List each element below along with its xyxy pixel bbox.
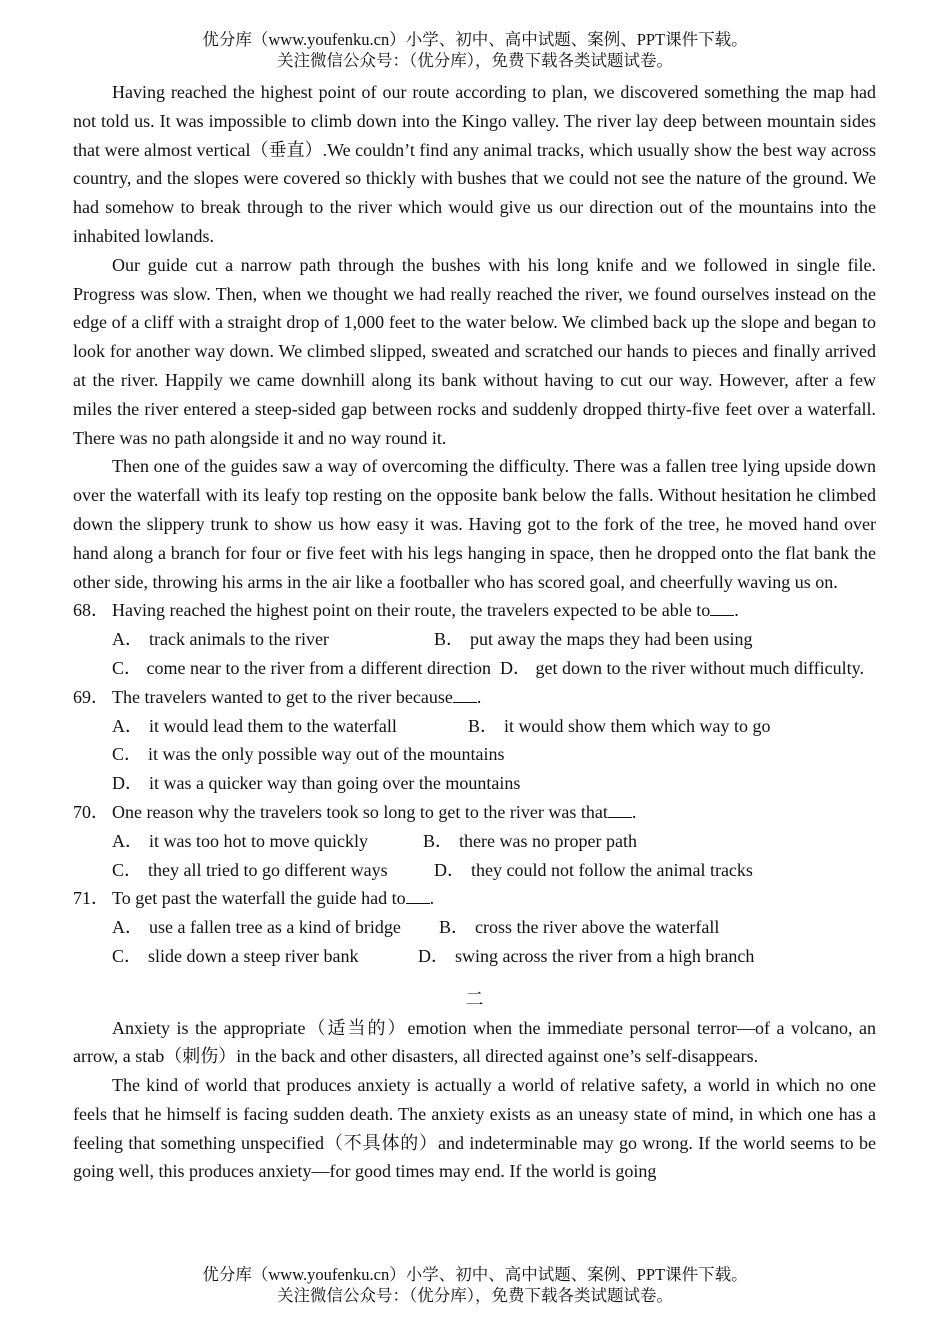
question-stem bbox=[112, 884, 434, 913]
option-c bbox=[112, 740, 504, 769]
option-d bbox=[434, 856, 753, 885]
question-number: 71． bbox=[73, 888, 109, 909]
option-text: cross the river above the waterfall bbox=[475, 917, 720, 938]
option-label: A． bbox=[112, 715, 143, 736]
option-label: B． bbox=[468, 715, 499, 736]
option-a bbox=[112, 913, 439, 942]
option-label: C． bbox=[112, 744, 143, 765]
footer-line-1: 优分库（www.youfenku.cn）小学、初中、高中试题、案例、PPT课件下载。 bbox=[202, 1265, 748, 1284]
option-label: B． bbox=[434, 629, 465, 650]
question-stem-text: The travelers wanted to get to the river because bbox=[112, 686, 453, 707]
passage1-paragraph: Having reached the highest point of our route according to plan, we discovered something the map had not told us. It was impossible to climb down into the Kingo valley. The river lay deep between mountain sides that were almost vertical（垂直）.We couldn’t find any animal tracks, which usually show the best way across country, and the slopes were covered so thickly with bushes that we could not see the nature of the ground. We had somehow to break through to the river which would give us our direction out of the mountains into the inhabited lowlands. bbox=[73, 82, 876, 246]
document-body bbox=[73, 78, 876, 1186]
option-text: it would lead them to the waterfall bbox=[149, 715, 397, 736]
passage2-paragraph: Anxiety is the appropriate（适当的）emotion when the immediate personal terror—of a volcano, an arrow, a stab（刺伤）in the back and other disasters, all directed against one’s self-disappears. bbox=[73, 1017, 876, 1067]
passage2-paragraph: The kind of world that produces anxiety is actually a world of relative safety, a world in which no one feels that he himself is facing sudden death. The anxiety exists as an uneasy state of mind, in which one has a feeling that something unspecified（不具体的）and indeterminable may go wrong. If the world seems to be going well, this produces anxiety—for good times may end. If the world is going bbox=[73, 1075, 876, 1182]
footer-line-2: 关注微信公众号：（优分库），免费下载各类试题试卷。 bbox=[277, 1286, 673, 1305]
option-label: B． bbox=[439, 917, 470, 938]
option-text: slide down a steep river bank bbox=[148, 945, 359, 966]
passage1-paragraph: Our guide cut a narrow path through the bushes with his long knife and we followed in single file. Progress was slow. Then, when we thought we had really reached the river, we found ourselves instead on the edge of a cliff with a straight drop of 1,000 feet to the water below. We climbed back up the slope and began to look for another way down. We climbed slipped, sweated and scratched our hands to pieces and finally arrived at the river. Happily we came downhill along its bank without having to cut our way. However, after a few miles the river entered a steep-sided gap between rocks and suddenly dropped thirty-five feet over a waterfall. There was no path alongside it and no way round it. bbox=[73, 254, 876, 448]
option-a bbox=[112, 712, 468, 741]
option-c: come near to the river from a different direction bbox=[146, 657, 492, 678]
option-label: A． bbox=[112, 629, 143, 650]
option-label: C． bbox=[112, 859, 143, 880]
question-number: 69． bbox=[73, 686, 109, 707]
question-stem-text: Having reached the highest point on their route, the travelers expected to be able to bbox=[112, 600, 711, 621]
options-row bbox=[112, 740, 876, 769]
option-a bbox=[112, 827, 423, 856]
option-b bbox=[423, 827, 637, 856]
question-stem-text: To get past the waterfall the guide had to bbox=[112, 888, 406, 909]
option-c bbox=[112, 942, 418, 971]
option-label: B． bbox=[423, 830, 454, 851]
option-label: A． bbox=[112, 917, 143, 938]
option-text: they could not follow the animal tracks bbox=[471, 859, 753, 880]
question-stem-end: . bbox=[429, 888, 435, 909]
option-text: there was no proper path bbox=[459, 830, 637, 851]
question-stem bbox=[112, 798, 636, 827]
option-text: put away the maps they had been using bbox=[470, 629, 753, 650]
option-text: swing across the river from a high branch bbox=[455, 945, 755, 966]
options-row bbox=[112, 712, 876, 741]
question-69 bbox=[73, 683, 876, 712]
option-b bbox=[439, 913, 719, 942]
option-text: it was the only possible way out of the mountains bbox=[148, 744, 505, 765]
question-number: 68． bbox=[73, 600, 109, 621]
option-text: use a fallen tree as a kind of bridge bbox=[149, 917, 401, 938]
option-label: D． bbox=[434, 859, 465, 880]
question-number: 70． bbox=[73, 801, 109, 822]
answer-blank bbox=[608, 800, 632, 818]
option-label: D． bbox=[418, 945, 449, 966]
option-d bbox=[418, 942, 754, 971]
answer-blank bbox=[453, 685, 477, 703]
options-row bbox=[112, 856, 876, 885]
question-stem bbox=[112, 683, 481, 712]
section-title: 二 bbox=[465, 988, 484, 1009]
answer-blank bbox=[710, 598, 734, 616]
option-text: they all tried to go different ways bbox=[148, 859, 388, 880]
option-d bbox=[112, 769, 520, 798]
question-71 bbox=[73, 884, 876, 913]
option-label: D． bbox=[500, 657, 532, 678]
header-line-1: 优分库（www.youfenku.cn）小学、初中、高中试题、案例、PPT课件下载。 bbox=[202, 30, 748, 49]
option-c bbox=[112, 856, 434, 885]
option-text: it was too hot to move quickly bbox=[149, 830, 368, 851]
question-stem-end: . bbox=[631, 801, 637, 822]
option-b bbox=[434, 625, 752, 654]
question-stem-text: One reason why the travelers took so long to get to the river was that bbox=[112, 801, 608, 822]
question-70 bbox=[73, 798, 876, 827]
option-label: D． bbox=[112, 773, 143, 794]
option-text: track animals to the river bbox=[149, 629, 329, 650]
page-header bbox=[0, 29, 950, 71]
option-label: C． bbox=[112, 945, 143, 966]
question-stem-end: . bbox=[476, 686, 482, 707]
option-a bbox=[112, 625, 434, 654]
option-text: it would show them which way to go bbox=[504, 715, 771, 736]
passage1-paragraph: Then one of the guides saw a way of overcoming the difficulty. There was a fallen tree lying upside down over the waterfall with its leafy top resting on the opposite bank below the falls. Without hesitation he climbed down the slippery trunk to show us how easy it was. Having got to the fork of the tree, he moved hand over hand along a branch for four or five feet with his legs hanging in space, then he dropped onto the flat bank the other side, throwing his arms in the air like a footballer who has scored goal, and cheerfully waving us on. bbox=[73, 456, 876, 592]
option-d: get down to the river without much difficulty. bbox=[535, 657, 864, 678]
options-row bbox=[112, 625, 876, 654]
answer-blank bbox=[406, 886, 430, 904]
page-footer bbox=[0, 1264, 950, 1306]
options-row bbox=[112, 769, 876, 798]
option-label: C． bbox=[112, 657, 143, 678]
options-row bbox=[112, 942, 876, 971]
question-68 bbox=[73, 596, 876, 625]
options-row bbox=[112, 827, 876, 856]
question-stem bbox=[112, 596, 739, 625]
option-text: it was a quicker way than going over the mountains bbox=[149, 773, 521, 794]
options-row-wrapped bbox=[73, 654, 876, 683]
question-stem-end: . bbox=[734, 600, 739, 621]
header-line-2: 关注微信公众号：（优分库），免费下载各类试题试卷。 bbox=[277, 51, 673, 70]
option-b bbox=[468, 712, 771, 741]
option-label: A． bbox=[112, 830, 143, 851]
options-row bbox=[112, 913, 876, 942]
